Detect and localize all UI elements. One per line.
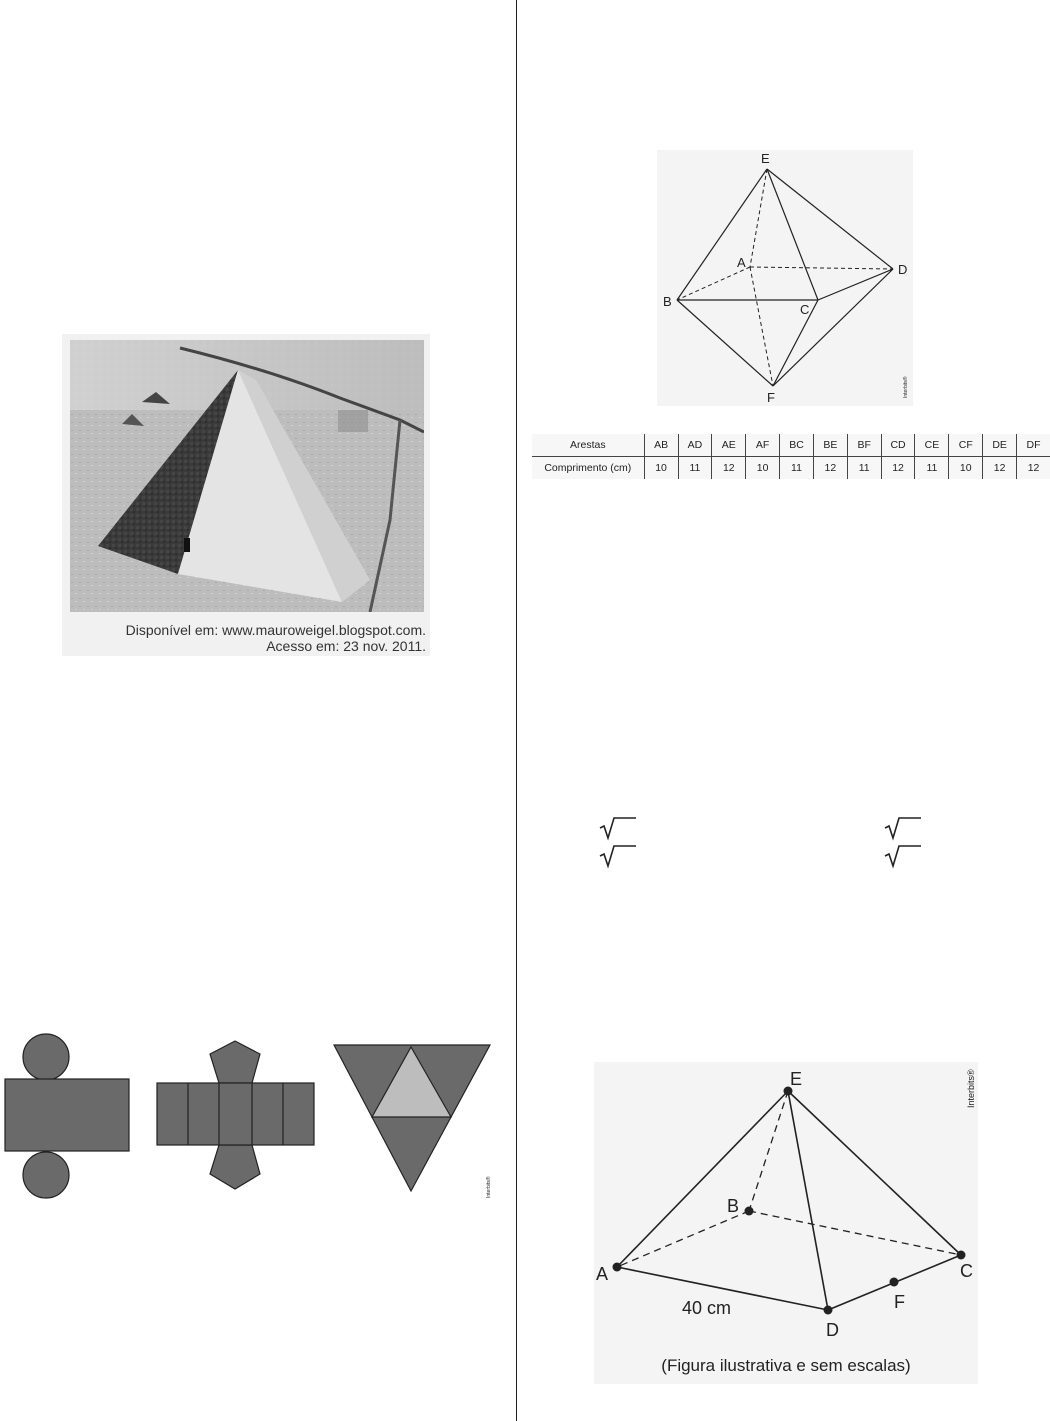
edge-be [749, 1091, 788, 1211]
prism-bottom-pentagon [210, 1145, 260, 1189]
cylinder-bottom-circle [23, 1152, 69, 1198]
edge-length-cell: 10 [949, 457, 983, 480]
octahedron-figure [657, 150, 913, 406]
edge-length-cell: 12 [712, 457, 746, 480]
sqrt-icon [885, 846, 921, 866]
photo-caption-line1: Disponível em: www.mauroweigel.blogspot.com. [125, 622, 426, 638]
nets-watermark: Interbits® [486, 1176, 492, 1198]
edge-name-cell: AE [712, 434, 746, 457]
edge-length-cell: 11 [847, 457, 881, 480]
octahedron-watermark: Interbits® [903, 376, 909, 398]
vertex-label-f: F [767, 390, 775, 405]
edge-cd [818, 269, 893, 300]
edge-name-cell: DF [1017, 434, 1050, 457]
sqrt-symbols-right [883, 814, 923, 874]
pyramid-figure [594, 1062, 978, 1352]
vertex-label-b: B [663, 294, 672, 309]
edge-length-cell: 12 [881, 457, 915, 480]
vertex-label-b: B [727, 1196, 740, 1216]
sqrt-icon [600, 846, 636, 866]
cylinder-net [5, 1034, 129, 1198]
edge-length-cell: 10 [644, 457, 678, 480]
cylinder-lateral-rect [5, 1079, 129, 1151]
sqrt-icon [885, 818, 921, 838]
edge-be [677, 169, 767, 300]
photo-caption [70, 622, 426, 654]
lengths-row [532, 457, 1050, 480]
pyramid-caption: (Figura ilustrativa e sem escalas) [661, 1356, 911, 1375]
edge-name-cell: CF [949, 434, 983, 457]
vertex-label-c: C [800, 302, 810, 317]
vertex-label-d: D [826, 1320, 839, 1340]
vertex-label-c: C [960, 1261, 973, 1281]
edge-ab [617, 1211, 749, 1267]
edge-df [773, 269, 893, 386]
cylinder-top-circle [23, 1034, 69, 1080]
edge-ae [750, 169, 767, 267]
edge-bf [677, 300, 773, 386]
edge-length-cell: 12 [983, 457, 1017, 480]
point-label-f: F [894, 1292, 905, 1312]
lengths-row-header: Comprimento (cm) [544, 462, 632, 474]
edge-length-label: 40 cm [682, 1298, 732, 1318]
solid-nets [0, 1026, 500, 1206]
prism-lateral-rect [157, 1083, 314, 1145]
edge-name-cell: AF [746, 434, 780, 457]
column-divider [516, 0, 517, 1421]
photo-caption-line2: Acesso em: 23 nov. 2011. [266, 638, 426, 654]
edges-row [532, 434, 1050, 457]
vertex-label-e: E [761, 151, 770, 166]
vertex-label-e: E [790, 1069, 803, 1089]
pentagonal-prism-net [157, 1041, 314, 1189]
edge-name-cell: DE [983, 434, 1017, 457]
edge-name-cell: BF [847, 434, 881, 457]
pyramid-photo [70, 340, 424, 612]
tetrahedron-net [334, 1045, 490, 1191]
vertex-label-a: A [737, 255, 746, 270]
edge-name-cell: CD [881, 434, 915, 457]
edge-length-cell: 12 [1017, 457, 1050, 480]
vertex-label-d: D [898, 262, 908, 277]
edge-length-cell: 10 [746, 457, 780, 480]
edge-bc [749, 1211, 961, 1255]
edge-name-cell: BC [780, 434, 814, 457]
vertex-label-a: A [596, 1264, 609, 1284]
edges-table [532, 434, 1050, 479]
sqrt-symbols-left [598, 814, 638, 874]
edges-row-header: Arestas [532, 434, 644, 457]
edge-length-cell: 11 [780, 457, 814, 480]
pyramid-watermark: Interbits® [966, 1069, 976, 1108]
edge-name-cell: AB [644, 434, 678, 457]
edge-name-cell: BE [813, 434, 847, 457]
sqrt-icon [600, 818, 636, 838]
edge-length-cell: 12 [813, 457, 847, 480]
edge-name-cell: CE [915, 434, 949, 457]
edge-name-cell: AD [678, 434, 712, 457]
edge-ae [617, 1091, 788, 1267]
edge-length-cell: 11 [915, 457, 949, 480]
prism-top-pentagon [210, 1041, 260, 1083]
edge-cf [773, 300, 818, 386]
edge-ad [750, 267, 893, 269]
edge-length-cell: 11 [678, 457, 712, 480]
